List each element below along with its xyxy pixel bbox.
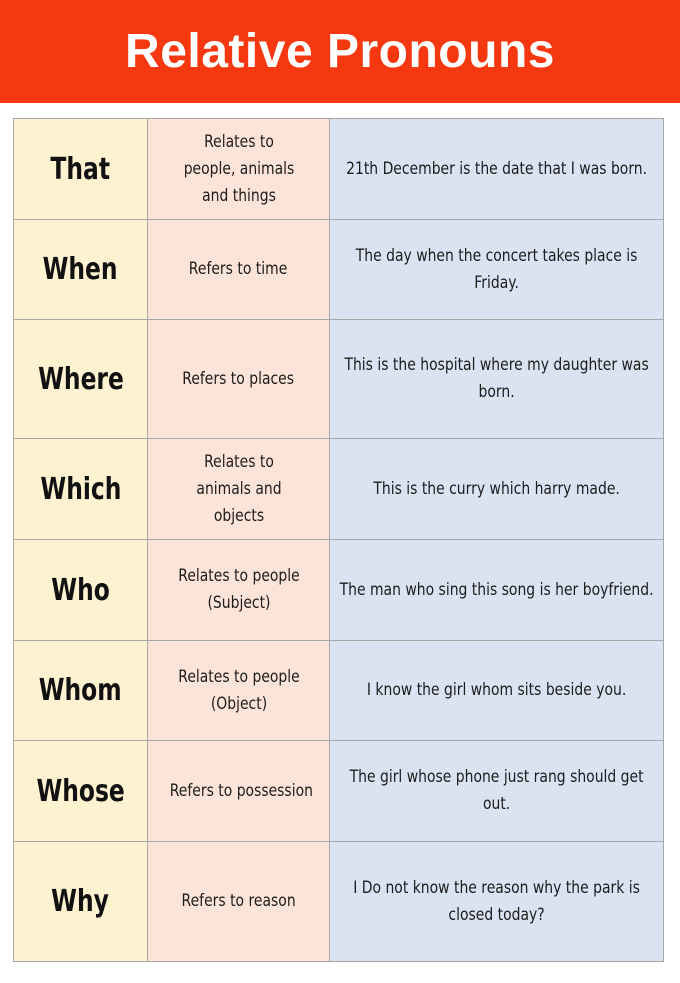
table-row: [14, 641, 664, 741]
description-text: Refers to reason: [181, 891, 296, 911]
example-cell: [330, 741, 664, 842]
relative-pronouns-table: [13, 118, 664, 962]
title-banner: [0, 0, 680, 103]
description-cell: [148, 540, 330, 641]
description-cell: [148, 119, 330, 220]
page-title: Relative Pronouns: [125, 25, 555, 78]
description-text: Refers to time: [189, 259, 288, 279]
description-text: Refers to places: [182, 368, 295, 389]
table-row: [14, 439, 664, 540]
table-row: [14, 220, 664, 320]
description-text: Refers to possession: [169, 780, 313, 801]
example-cell: [330, 842, 664, 962]
pronoun-cell: [14, 439, 148, 540]
pronoun-label: Whom: [39, 673, 122, 708]
table-row: [14, 320, 664, 439]
pronoun-cell: [14, 842, 148, 962]
pronoun-label: Who: [51, 572, 110, 608]
pronoun-cell: [14, 641, 148, 741]
description-cell: [148, 220, 330, 320]
example-sentence: The man who sing this song is her boyfriend.: [339, 579, 654, 600]
pronoun-label: Where: [37, 361, 124, 397]
pronoun-label: Whose: [36, 773, 125, 809]
example-sentence: The girl whose phone just rang should get out.: [349, 767, 644, 814]
example-cell: [330, 439, 664, 540]
pronoun-cell: [14, 220, 148, 320]
description-text: Relates to people (Object): [177, 666, 300, 714]
pronoun-label: When: [42, 252, 119, 287]
example-cell: [330, 641, 664, 741]
example-sentence: 21th December is the date that I was born.: [346, 158, 647, 179]
description-text: Relates to people (Subject): [177, 566, 300, 613]
description-cell: [148, 741, 330, 842]
description-cell: [148, 439, 330, 540]
pronoun-cell: [14, 119, 148, 220]
table-row: [14, 540, 664, 641]
pronoun-cell: [14, 741, 148, 842]
pronoun-label: Why: [51, 884, 110, 919]
description-text: Relates to people, animals and things: [183, 131, 294, 206]
pronoun-label: That: [50, 151, 111, 187]
pronoun-cell: [14, 540, 148, 641]
example-cell: [330, 320, 664, 439]
example-cell: [330, 220, 664, 320]
description-cell: [148, 641, 330, 741]
example-sentence: This is the hospital where my daughter was born.: [344, 355, 649, 402]
pronoun-label: Which: [39, 471, 122, 507]
table-row: [14, 842, 664, 962]
description-cell: [148, 842, 330, 962]
table-row: [14, 119, 664, 220]
example-sentence: I know the girl whom sits beside you.: [366, 680, 627, 700]
example-cell: [330, 119, 664, 220]
example-sentence: I Do not know the reason why the park is closed today?: [353, 877, 640, 925]
description-text: Relates to animals and objects: [195, 451, 282, 526]
pronoun-cell: [14, 320, 148, 439]
example-sentence: The day when the concert takes place is Friday.: [355, 245, 638, 293]
example-cell: [330, 540, 664, 641]
example-sentence: This is the curry which harry made.: [373, 478, 620, 499]
description-cell: [148, 320, 330, 439]
table-row: [14, 741, 664, 842]
